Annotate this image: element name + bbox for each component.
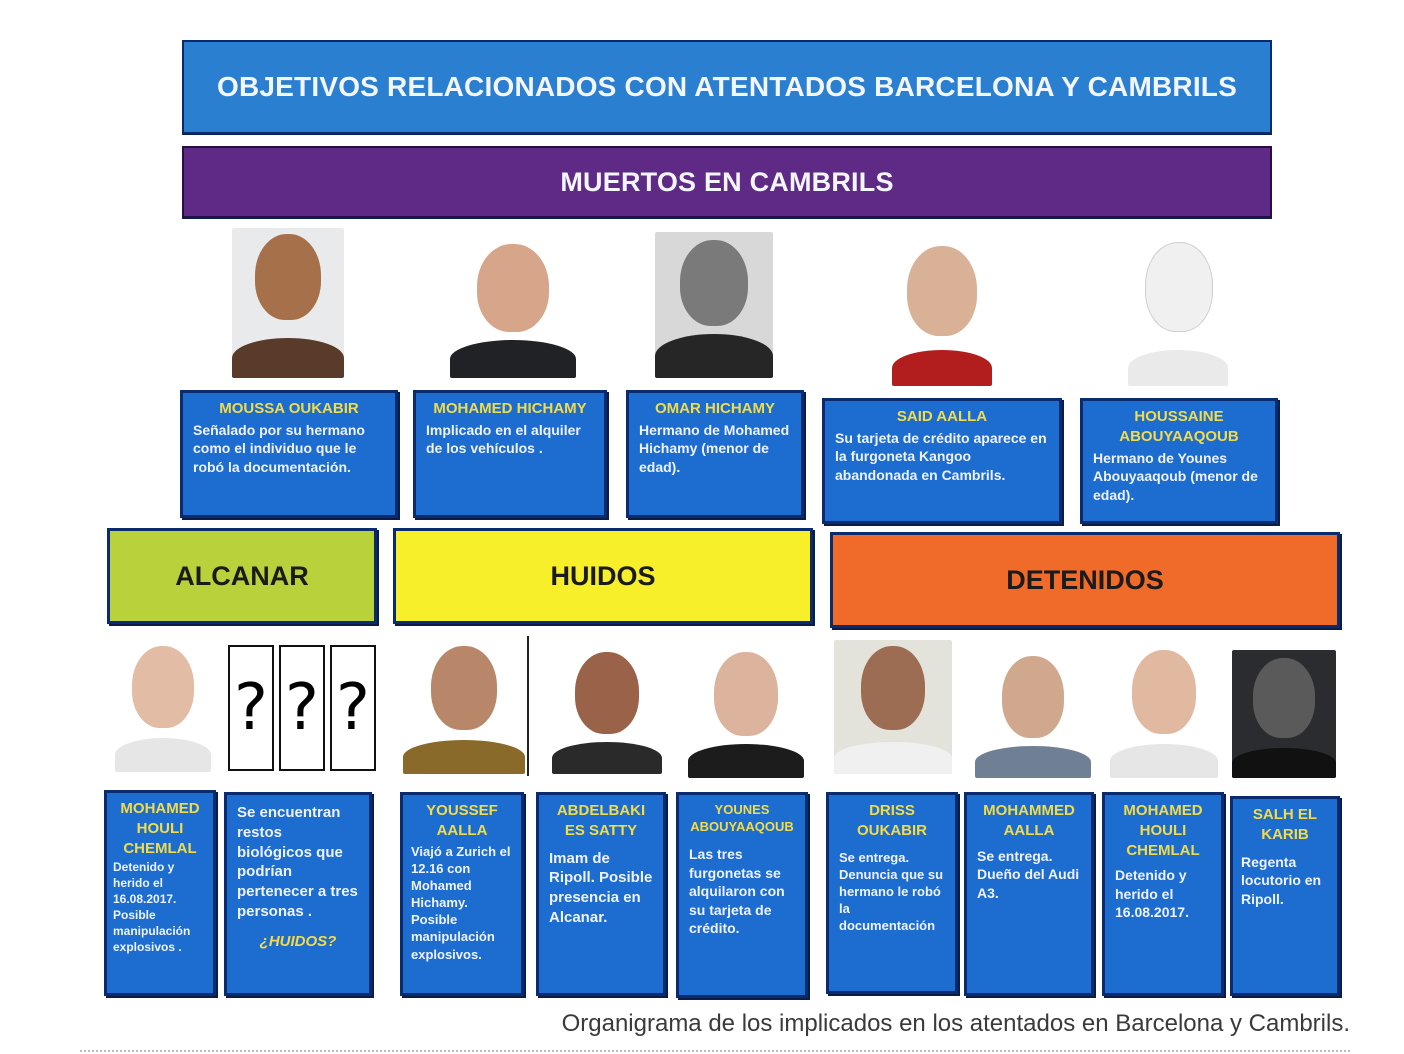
photo-abdelbaki-es-satty (552, 648, 662, 774)
card-houssaine-abouyaaqoub (1080, 398, 1278, 524)
card-name: YOUNES ABOUYAAQOUB (690, 802, 794, 835)
card-text: Implicado en el alquiler de los vehículos . (426, 421, 581, 457)
card-text: Señalado por su hermano como el individuo que le robó la documentación. (193, 421, 365, 475)
card-text: Viajó a Zurich el 12.16 con Mohamed Hichamy. Posible manipulación explosivos. (411, 843, 511, 962)
photo-mohamed-houli-chemlal-alcanar (115, 640, 211, 772)
photo-driss-oukabir (834, 640, 952, 774)
divider-line (527, 636, 529, 776)
card-mohamed-houli-chemlal-alcanar (104, 790, 216, 996)
card-text: Detenido y herido el 16.08.2017. (1115, 867, 1189, 921)
question-box-3: ? (330, 645, 376, 771)
card-text: Imam de Ripoll. Posible presencia en Alcanar. (549, 849, 653, 926)
photo-mohammed-aalla (975, 652, 1091, 778)
card-name: MOUSSA OUKABIR (219, 400, 359, 417)
photo-youssef-aalla (403, 640, 525, 774)
card-text: Se entrega. Denuncia que su hermano le robó la documentación (839, 849, 944, 934)
card-name: MOHAMED HOULI CHEMLAL (1123, 802, 1203, 859)
card-mohamed-houli-chemlal-detenido (1102, 792, 1224, 996)
card-mohammed-aalla (964, 792, 1094, 996)
category-label: DETENIDOS (1006, 564, 1164, 595)
photo-omar-hichamy (655, 232, 773, 378)
card-driss-oukabir (826, 792, 958, 994)
photo-mohamed-houli-chemlal-detenido (1110, 646, 1218, 778)
title-banner (182, 40, 1272, 134)
category-alcanar (107, 528, 377, 624)
caption-divider (80, 1050, 1350, 1052)
figure-caption: Organigrama de los implicados en los atentados en Barcelona y Cambrils. (561, 1010, 1350, 1037)
card-text: Detenido y herido el 16.08.2017. Posible manipulación explosivos . (113, 860, 191, 954)
card-text: Se entrega. Dueño del Audi A3. (977, 847, 1080, 901)
card-name: SALH EL KARIB (1252, 806, 1318, 843)
card-youssef-aalla (400, 792, 524, 996)
card-younes-abouyaaqoub (676, 792, 808, 998)
subtitle-banner (182, 146, 1272, 218)
card-text: Se encuentran restos biológicos que podrían pertenecer a tres personas . (237, 804, 358, 920)
card-said-aalla (822, 398, 1062, 524)
photo-moussa-oukabir (232, 228, 344, 378)
card-name: MOHAMED HICHAMY (433, 400, 587, 417)
photo-younes-abouyaaqoub (688, 648, 804, 778)
category-detenidos (830, 532, 1340, 628)
card-mohamed-hichamy (413, 390, 607, 518)
card-name: ABDELBAKI ES SATTY (556, 802, 646, 839)
question-box-2: ? (279, 645, 325, 771)
card-name: OMAR HICHAMY (655, 400, 775, 417)
card-abdelbaki-es-satty (536, 792, 666, 996)
card-name: YOUSSEF AALLA (426, 802, 498, 839)
card-text: Hermano de Mohamed Hichamy (menor de edad). (639, 421, 790, 475)
photo-said-aalla (892, 238, 992, 386)
question-box-1: ? (228, 645, 274, 771)
card-text: Hermano de Younes Abouyaaqoub (menor de edad). (1093, 449, 1258, 503)
photo-salh-el-karib (1232, 650, 1336, 778)
card-footer-huidos: ¿HUIDOS? (259, 932, 337, 950)
card-name: MOHAMED HOULI CHEMLAL (120, 800, 200, 857)
card-moussa-oukabir (180, 390, 398, 518)
card-text: Su tarjeta de crédito aparece en la furgoneta Kangoo abandonada en Cambrils. (835, 429, 1047, 483)
card-text: Regenta locutorio en Ripoll. (1241, 853, 1322, 907)
category-huidos (393, 528, 813, 624)
section-title-muertos: MUERTOS EN CAMBRILS (560, 166, 894, 197)
card-omar-hichamy (626, 390, 804, 518)
card-restos-biologicos (224, 792, 372, 996)
card-salh-el-karib (1230, 796, 1340, 996)
card-name: MOHAMMED AALLA (983, 802, 1075, 839)
page-title: OBJETIVOS RELACIONADOS CON ATENTADOS BARCELONA Y CAMBRILS (217, 71, 1237, 102)
category-label: HUIDOS (550, 560, 656, 591)
photo-mohamed-hichamy (450, 236, 576, 378)
category-label: ALCANAR (175, 560, 309, 591)
card-name: DRISS OUKABIR (857, 802, 927, 839)
card-name: HOUSSAINE ABOUYAAQOUB (1119, 408, 1239, 445)
card-name: SAID AALLA (896, 408, 988, 425)
photo-houssaine-abouyaaqoub (1128, 236, 1228, 386)
card-text: Las tres furgonetas se alquilaron con su tarjeta de crédito. (689, 846, 785, 937)
